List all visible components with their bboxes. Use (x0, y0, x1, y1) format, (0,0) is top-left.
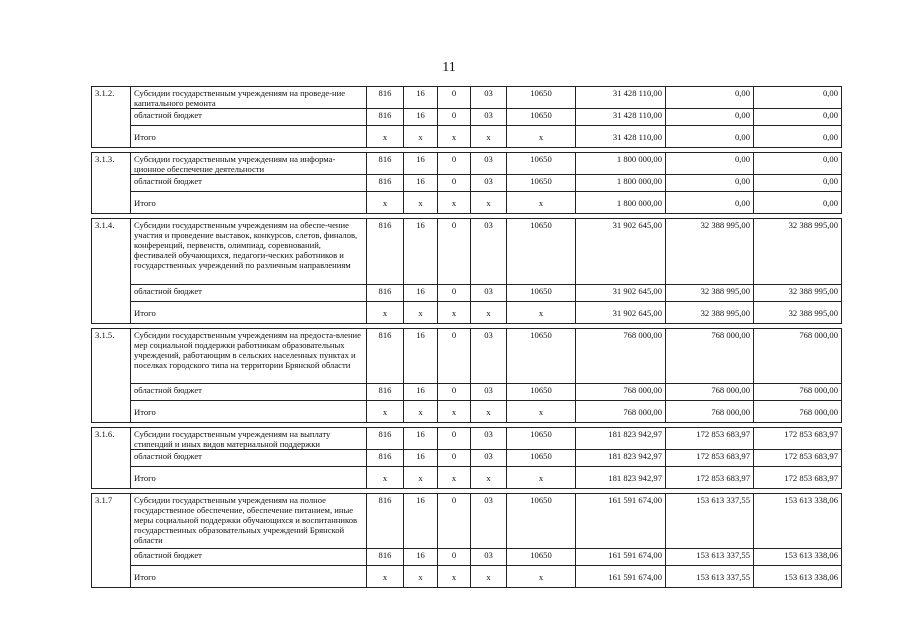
amount-cell: 768 000,00 (754, 401, 842, 423)
amount-cell: 172 853 683,97 (754, 428, 842, 450)
amount-cell: 31 902 645,00 (576, 285, 666, 302)
item-description: Субсидии государственным учреждениям на информа-ционное обеспечение деятельности (131, 153, 367, 175)
amount-cell: 1 800 000,00 (576, 192, 666, 214)
code-cell: x (404, 192, 438, 214)
amount-cell: 31 428 110,00 (576, 87, 666, 109)
table-row (92, 109, 842, 126)
code-cell: x (507, 302, 576, 324)
table-row (92, 467, 842, 489)
code-cell: 03 (471, 87, 507, 109)
amount-cell: 181 823 942,97 (576, 467, 666, 489)
amount-cell: 31 428 110,00 (576, 126, 666, 148)
code-cell: 816 (367, 329, 404, 384)
code-cell: 03 (471, 175, 507, 192)
table-row (92, 450, 842, 467)
item-code: 3.1.6. (92, 428, 131, 489)
amount-cell: 31 902 645,00 (576, 302, 666, 324)
code-cell: 03 (471, 285, 507, 302)
code-cell: 0 (438, 87, 471, 109)
budget-label: областной бюджет (131, 285, 367, 302)
item-description: Субсидии государственным учреждениям на проведе-ние капитального ремонта (131, 87, 367, 109)
amount-cell: 0,00 (666, 175, 754, 192)
amount-cell: 768 000,00 (666, 401, 754, 423)
amount-cell: 32 388 995,00 (754, 219, 842, 285)
code-cell: 03 (471, 153, 507, 175)
code-cell: x (438, 566, 471, 588)
code-cell: x (367, 467, 404, 489)
code-cell: 16 (404, 175, 438, 192)
code-cell: x (438, 192, 471, 214)
item-code: 3.1.3. (92, 153, 131, 214)
amount-cell: 32 388 995,00 (666, 285, 754, 302)
code-cell: 0 (438, 329, 471, 384)
amount-cell: 32 388 995,00 (754, 302, 842, 324)
code-cell: x (367, 401, 404, 423)
amount-cell: 0,00 (754, 175, 842, 192)
table-row (92, 329, 842, 384)
amount-cell: 0,00 (754, 192, 842, 214)
code-cell: x (367, 126, 404, 148)
item-description: Субсидии государственным учреждениям на полное государственное обеспечение, обеспечение питанием, иные меры социальной поддержки обучающихся и воспитанников государственных образовательных учреждений Брянской области (131, 494, 367, 549)
item-description: Субсидии государственным учреждениям на предоста-вление мер социальной поддержки работникам образовательных учреждений, работающим в сельских населенных пунктах и поселках городского типа на территории Брянской области (131, 329, 367, 384)
budget-label: областной бюджет (131, 109, 367, 126)
amount-cell: 153 613 337,55 (666, 549, 754, 566)
amount-cell: 768 000,00 (754, 384, 842, 401)
amount-cell: 0,00 (666, 109, 754, 126)
code-cell: 10650 (507, 428, 576, 450)
code-cell: 16 (404, 549, 438, 566)
amount-cell: 161 591 674,00 (576, 566, 666, 588)
code-cell: 0 (438, 494, 471, 549)
table-row (92, 87, 842, 109)
code-cell: 0 (438, 428, 471, 450)
code-cell: 816 (367, 494, 404, 549)
amount-cell: 161 591 674,00 (576, 549, 666, 566)
table-row (92, 219, 842, 285)
amount-cell: 32 388 995,00 (754, 285, 842, 302)
code-cell: x (367, 566, 404, 588)
code-cell: 10650 (507, 109, 576, 126)
code-cell: x (404, 467, 438, 489)
amount-cell: 153 613 337,55 (666, 566, 754, 588)
code-cell: 816 (367, 153, 404, 175)
code-cell: 816 (367, 285, 404, 302)
code-cell: x (471, 192, 507, 214)
code-cell: 816 (367, 384, 404, 401)
code-cell: 16 (404, 384, 438, 401)
code-cell: x (404, 302, 438, 324)
amount-cell: 0,00 (666, 126, 754, 148)
item-code: 3.1.5. (92, 329, 131, 423)
code-cell: 10650 (507, 549, 576, 566)
code-cell: x (404, 126, 438, 148)
amount-cell: 181 823 942,97 (576, 450, 666, 467)
code-cell: 0 (438, 219, 471, 285)
amount-cell: 153 613 338,06 (754, 549, 842, 566)
code-cell: x (438, 467, 471, 489)
code-cell: 03 (471, 549, 507, 566)
amount-cell: 172 853 683,97 (666, 467, 754, 489)
amount-cell: 32 388 995,00 (666, 302, 754, 324)
amount-cell: 768 000,00 (576, 329, 666, 384)
code-cell: 0 (438, 450, 471, 467)
code-cell: 03 (471, 428, 507, 450)
code-cell: x (507, 192, 576, 214)
code-cell: 16 (404, 450, 438, 467)
table-row (92, 302, 842, 324)
code-cell: 0 (438, 384, 471, 401)
code-cell: x (507, 126, 576, 148)
code-cell: 16 (404, 285, 438, 302)
amount-cell: 0,00 (754, 109, 842, 126)
amount-cell: 0,00 (754, 87, 842, 109)
code-cell: 16 (404, 219, 438, 285)
amount-cell: 0,00 (754, 153, 842, 175)
amount-cell: 172 853 683,97 (754, 467, 842, 489)
amount-cell: 31 902 645,00 (576, 219, 666, 285)
code-cell: 816 (367, 219, 404, 285)
code-cell: x (367, 192, 404, 214)
code-cell: x (367, 302, 404, 324)
code-cell: 816 (367, 450, 404, 467)
table-row (92, 126, 842, 148)
code-cell: x (438, 401, 471, 423)
table-row (92, 566, 842, 588)
code-cell: 10650 (507, 175, 576, 192)
item-code: 3.1.4. (92, 219, 131, 324)
code-cell: 03 (471, 450, 507, 467)
code-cell: x (438, 302, 471, 324)
table-row (92, 285, 842, 302)
amount-cell: 0,00 (754, 126, 842, 148)
code-cell: x (471, 126, 507, 148)
table-row (92, 384, 842, 401)
code-cell: 03 (471, 384, 507, 401)
amount-cell: 768 000,00 (666, 384, 754, 401)
code-cell: 816 (367, 549, 404, 566)
code-cell: 10650 (507, 329, 576, 384)
budget-label: областной бюджет (131, 450, 367, 467)
code-cell: 16 (404, 428, 438, 450)
total-label: Итого (131, 467, 367, 489)
code-cell: 0 (438, 285, 471, 302)
item-description: Субсидии государственным учреждениям на обеспе-чение участия и проведение выставок, конкурсов, слетов, финалов, конференций, первенств, олимпиад, соревнований, фестивалей обучающихся, педагоги-ческих работников и государственных учреждений по различным направлениям (131, 219, 367, 285)
amount-cell: 172 853 683,97 (754, 450, 842, 467)
code-cell: 10650 (507, 494, 576, 549)
amount-cell: 0,00 (666, 87, 754, 109)
table-row (92, 153, 842, 175)
table-row (92, 175, 842, 192)
code-cell: 10650 (507, 384, 576, 401)
code-cell: x (471, 467, 507, 489)
code-cell: 10650 (507, 153, 576, 175)
code-cell: 03 (471, 329, 507, 384)
page-number: 11 (442, 60, 456, 75)
amount-cell: 0,00 (666, 153, 754, 175)
amount-cell: 32 388 995,00 (666, 219, 754, 285)
total-label: Итого (131, 126, 367, 148)
amount-cell: 153 613 338,06 (754, 566, 842, 588)
amount-cell: 172 853 683,97 (666, 428, 754, 450)
code-cell: 0 (438, 109, 471, 126)
code-cell: 16 (404, 494, 438, 549)
code-cell: x (471, 566, 507, 588)
code-cell: 816 (367, 175, 404, 192)
amount-cell: 172 853 683,97 (666, 450, 754, 467)
code-cell: 10650 (507, 87, 576, 109)
amount-cell: 768 000,00 (754, 329, 842, 384)
amount-cell: 161 591 674,00 (576, 494, 666, 549)
code-cell: 10650 (507, 450, 576, 467)
amount-cell: 181 823 942,97 (576, 428, 666, 450)
code-cell: 16 (404, 153, 438, 175)
amount-cell: 768 000,00 (666, 329, 754, 384)
code-cell: x (507, 467, 576, 489)
total-label: Итого (131, 192, 367, 214)
code-cell: x (507, 566, 576, 588)
code-cell: 10650 (507, 285, 576, 302)
code-cell: 03 (471, 219, 507, 285)
item-code: 3.1.7 (92, 494, 131, 588)
table-row (92, 549, 842, 566)
amount-cell: 768 000,00 (576, 401, 666, 423)
amount-cell: 768 000,00 (576, 384, 666, 401)
budget-label: областной бюджет (131, 549, 367, 566)
code-cell: 0 (438, 175, 471, 192)
table-row (92, 428, 842, 450)
code-cell: x (438, 126, 471, 148)
code-cell: x (404, 566, 438, 588)
code-cell: 816 (367, 109, 404, 126)
item-code: 3.1.2. (92, 87, 131, 148)
budget-label: областной бюджет (131, 175, 367, 192)
code-cell: x (507, 401, 576, 423)
code-cell: 10650 (507, 219, 576, 285)
amount-cell: 0,00 (666, 192, 754, 214)
code-cell: 16 (404, 87, 438, 109)
code-cell: 0 (438, 549, 471, 566)
code-cell: 03 (471, 109, 507, 126)
amount-cell: 153 613 337,55 (666, 494, 754, 549)
amount-cell: 1 800 000,00 (576, 153, 666, 175)
budget-label: областной бюджет (131, 384, 367, 401)
code-cell: x (471, 401, 507, 423)
code-cell: 16 (404, 109, 438, 126)
table-row (92, 192, 842, 214)
total-label: Итого (131, 566, 367, 588)
table-row (92, 494, 842, 549)
code-cell: 03 (471, 494, 507, 549)
table-row (92, 401, 842, 423)
code-cell: 0 (438, 153, 471, 175)
budget-table (91, 86, 842, 588)
item-description: Субсидии государственным учреждениям на выплату стипендий и иных видов материальной поддержки (131, 428, 367, 450)
code-cell: 816 (367, 87, 404, 109)
code-cell: x (471, 302, 507, 324)
amount-cell: 153 613 338,06 (754, 494, 842, 549)
amount-cell: 31 428 110,00 (576, 109, 666, 126)
amount-cell: 1 800 000,00 (576, 175, 666, 192)
total-label: Итого (131, 302, 367, 324)
total-label: Итого (131, 401, 367, 423)
code-cell: 16 (404, 329, 438, 384)
code-cell: 816 (367, 428, 404, 450)
code-cell: x (404, 401, 438, 423)
